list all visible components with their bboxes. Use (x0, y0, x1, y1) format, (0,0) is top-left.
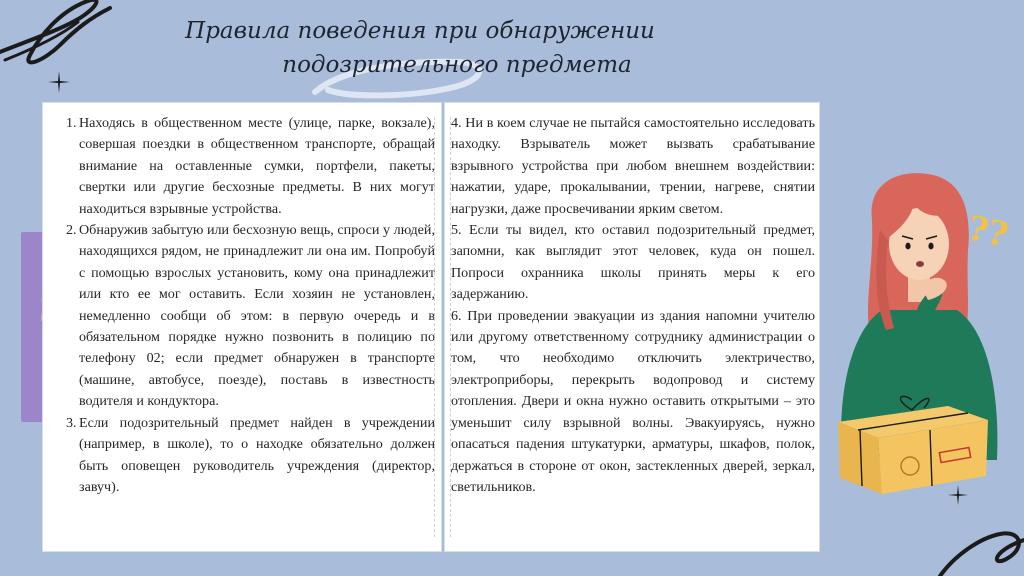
rule-text: Находясь в общественном месте (улице, парке, вокзале), совершая поездки в общественном транспорте, обращай внимание на оставленные сумки, портфели, пакеты, свертки или другие бесхозные предметы. В них могут находиться взрывные устройства. (79, 115, 435, 217)
rule-item (67, 413, 435, 499)
rule-text: Обнаружив забытую или бесхозную вещь, спроси у людей, находящихся рядом, не принадлежит ли она им. Попробуй с помощью взрослых установить, кому она принадлежит или кто ее мог оставить. Если хозяин не установлен, немедленно сообщи об этом: в первую очередь и в обязательном порядке нужно позвонить в полицию по телефону 02; если предмет обнаружен в транспорте (машине, автобусе, поезде), поставь в известность водителя и кондуктора. (79, 222, 435, 410)
page-title (170, 14, 670, 82)
rules-card-right (444, 102, 820, 552)
rule-paragraph: 4. Ни в коем случае не пытайся самостоятельно исследовать находку. Взрыватель может вызвать срабатывание взрывного устройства при любом внешнем воздействии: нажатии, ударе, прокалывании, трении, нагреве, снятии нагрузки, даже просвечивании ярким светом. (451, 115, 815, 217)
rule-number: 3. (66, 414, 77, 431)
rule-paragraph: 5. Если ты видел, кто оставил подозрительный предмет, запомни, как выглядит этот человек, куда он пошел. Попроси охранника школы принять меры к его задержанию. (451, 222, 815, 303)
rule-item (67, 220, 435, 413)
scribble-bottom-right-decoration (930, 500, 1024, 576)
rules-list-right (451, 113, 815, 498)
rule-text: Если подозрительный предмет найден в учреждении (например, в школе), то о находке обязательно должен быть оповещен руководитель учреждения (директор, завуч). (79, 414, 435, 495)
sparkle-icon (47, 70, 71, 94)
rule-number: 2. (66, 222, 77, 239)
rules-list-left (67, 113, 435, 498)
rules-card-left (42, 102, 442, 552)
rule-paragraph: 6. При проведении эвакуации из здания напомни учителю или другому ответственному сотруднику администрации о том, что необходимо отключить электричество, электроприборы, перекрыть водопровод и систему отопления. Двери и окна нужно оставить открытыми – это уменьшит силу взрывной волны. Эвакуируясь, нужно опасаться падения штукатурки, арматуры, шкафов, полок, держаться в стороне от окон, застекленных дверей, зеркал, светильников. (451, 307, 815, 495)
parcel-box-illustration (828, 392, 994, 496)
title-line-2: подозрительного предмета (282, 52, 632, 78)
title-line-1: Правила поведения при обнаружении (185, 18, 655, 44)
question-marks: ?? (964, 208, 1012, 256)
rule-item (67, 113, 435, 220)
rule-number: 1. (66, 115, 77, 131)
